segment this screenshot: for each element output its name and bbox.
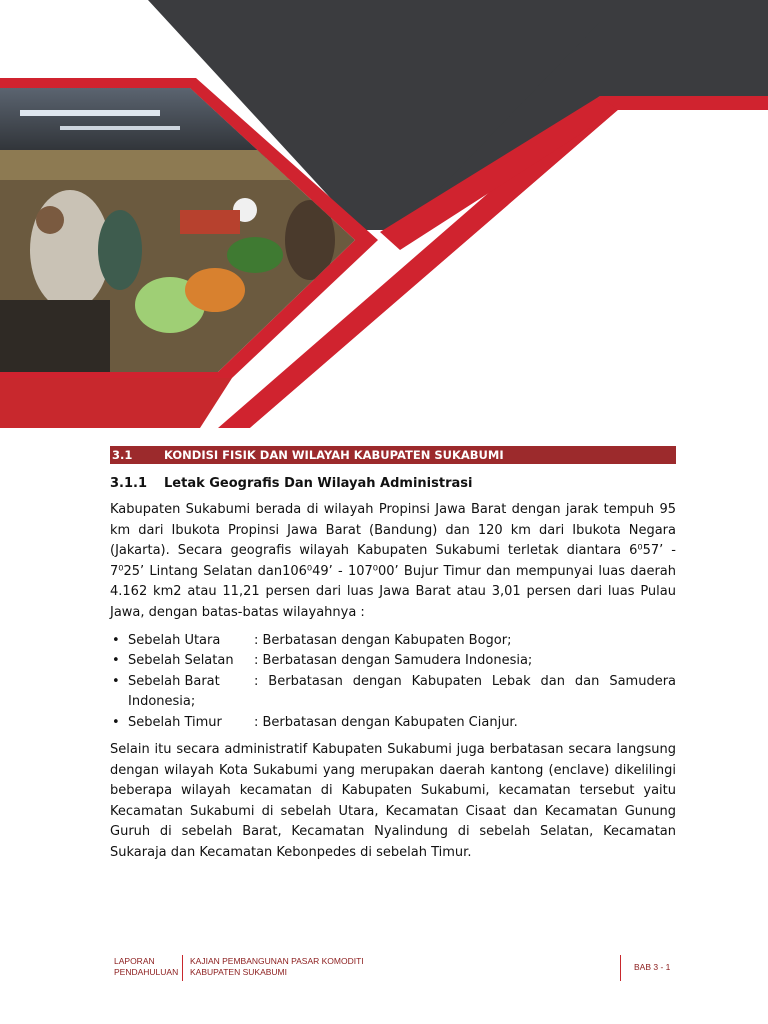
border-desc: : Berbatasan dengan Kabupaten Bogor;: [254, 633, 512, 648]
subsection-title: Letak Geografis Dan Wilayah Administrasi: [164, 476, 473, 491]
bullet-icon: •: [112, 633, 120, 648]
border-label: Sebelah Barat: [128, 673, 220, 689]
red-bottom-block: [0, 378, 232, 428]
list-item: [110, 631, 676, 651]
footer-report-type: [114, 956, 178, 978]
border-desc: : Berbatasan dengan Samudera Indonesia;: [254, 653, 533, 669]
section-heading: [110, 446, 676, 464]
bullet-icon: •: [112, 673, 120, 689]
footer-left-line1: LAPORAN: [114, 956, 155, 966]
page-footer: [110, 953, 676, 983]
footer-mid-line1: KAJIAN PEMBANGUNAN PASAR KOMODITI: [190, 956, 364, 966]
footer-divider: [620, 955, 621, 981]
border-desc: : Berbatasan dengan Kabupaten Lebak dan dan Samudera Indonesia;: [128, 673, 676, 710]
border-label: Sebelah Utara: [128, 633, 221, 648]
bullet-icon: •: [112, 714, 120, 730]
border-list: [110, 631, 676, 733]
section-number: 3.1: [112, 448, 133, 462]
list-item: [110, 672, 676, 713]
footer-left-line2: PENDAHULUAN: [114, 967, 179, 977]
border-label: Sebelah Timur: [128, 714, 222, 730]
footer-mid-line2: KABUPATEN SUKABUMI: [190, 967, 287, 977]
border-desc: : Berbatasan dengan Kabupaten Cianjur.: [254, 714, 518, 730]
footer-project-title: [190, 956, 364, 978]
border-label: Sebelah Selatan: [128, 653, 234, 669]
list-item: [110, 651, 676, 671]
bullet-icon: •: [112, 653, 120, 669]
footer-divider: [182, 955, 183, 981]
paragraph-location: Kabupaten Sukabumi berada di wilayah Propinsi Jawa Barat dengan jarak tempuh 95 km dari Ibukota Propinsi Jawa Barat (Bandung) dan 120 km dari Ibukota Negara (Jakarta). Secara geografis wilayah Kabupaten Sukabumi terletak diantara 6⁰57’ - 7⁰25’ Lintang Selatan dan106⁰49’ - 107⁰00’ Bujur Timur dan mempunyai luas daerah 4.162 km2 atau 11,21 persen dari luas Jawa Barat atau 3,01 persen dari luas Pulau Jawa, dengan batas-batas wilayahnya :: [110, 502, 676, 620]
list-item: [110, 713, 676, 733]
subsection-number: 3.1.1: [110, 476, 148, 491]
section-title: KONDISI FISIK DAN WILAYAH KABUPATEN SUKABUMI: [164, 448, 504, 462]
page-number: BAB 3 - 1: [634, 962, 671, 972]
header-banner: [0, 0, 768, 430]
paragraph-administrative: Selain itu secara administratif Kabupaten Sukabumi juga berbatasan secara langsung dengan wilayah Kota Sukabumi yang merupakan daerah kantong (enclave) dikelilingi beberapa wilayah kecamatan di Kabupaten Sukabumi, kecamatan tersebut yaitu Kecamatan Sukabumi di sebelah Utara, Kecamatan Cisaat dan Kecamatan Gunung Guruh di sebelah Barat, Kecamatan Nyalindung di sebelah Selatan, Kecamatan Sukaraja dan Kecamatan Kebonpedes di sebelah Timur.: [110, 742, 676, 860]
